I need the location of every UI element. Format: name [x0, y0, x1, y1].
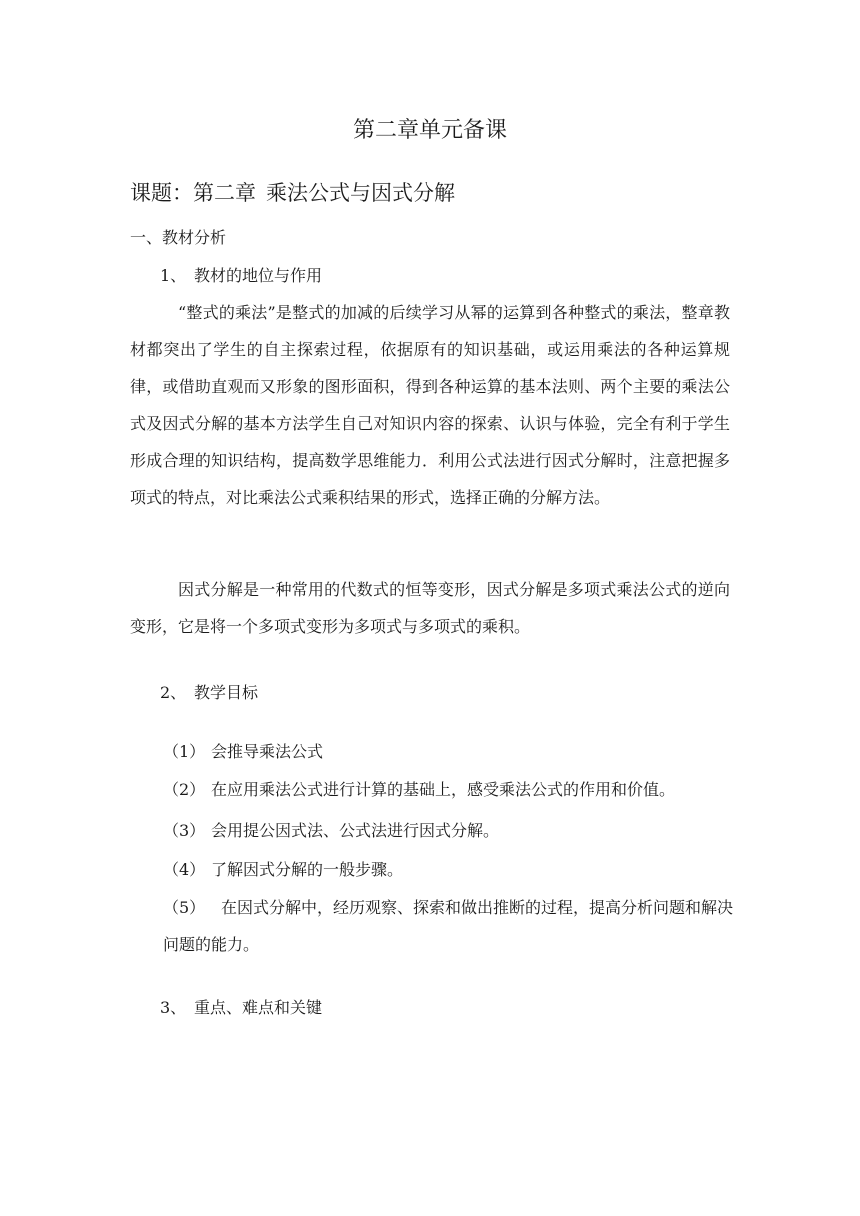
- subsection-heading-3: [160, 995, 322, 1018]
- subsection-title: 教学目标: [194, 683, 259, 702]
- subsection-number: 3、: [160, 998, 187, 1017]
- subsection-number: 2、: [160, 683, 187, 702]
- objective-number: （2）: [163, 780, 206, 799]
- objective-text: 了解因式分解的一般步骤。: [211, 860, 404, 879]
- objective-item-4: [163, 857, 403, 880]
- analysis-paragraph-1: “整式的乘法”是整式的加减的后续学习从幂的运算到各种整式的乘法，整章教材都突出了学生的自主探索过程，依据原有的知识基础，或运用乘法的各种运算规律，或借助直观而又形象的图形面积，得到各种运算的基本法则、两个主要的乘法公式及因式分解的基本方法学生自己对知识内容的探索、认识与体验，完全有利于学生形成合理的知识结构，提高数学思维能力．利用公式法进行因式分解时，注意把握多项式的特点，对比乘法公式乘积结果的形式，选择正确的分解方法。: [130, 303, 730, 507]
- analysis-paragraph-2: 因式分解是一种常用的代数式的恒等变形，因式分解是多项式乘法公式的逆向变形，它是将一个多项式变形为多项式与多项式的乘积。: [130, 580, 730, 636]
- objective-text: 会推导乘法公式: [211, 742, 324, 761]
- document-title: 第二章单元备课: [352, 118, 507, 143]
- objective-text: 在因式分解中，经历观察、探索和做出推断的过程，提高分析问题和解决问题的能力。: [163, 898, 734, 954]
- objective-item-3: [163, 818, 499, 841]
- objective-number: （3）: [163, 821, 206, 840]
- lesson-heading: [130, 177, 455, 207]
- lesson-topic: 乘法公式与因式分解: [266, 181, 455, 205]
- objective-item-5: [163, 889, 733, 963]
- objective-number: （5）: [163, 898, 206, 917]
- objective-item-2: [163, 777, 675, 800]
- subsection-title: 重点、难点和关键: [194, 998, 323, 1017]
- subsection-heading-1: [160, 263, 322, 286]
- subsection-number: 1、: [160, 266, 187, 285]
- section-heading-1: 一、教材分析: [130, 228, 227, 247]
- objective-text: 在应用乘法公式进行计算的基础上，感受乘法公式的作用和价值。: [211, 780, 676, 799]
- subsection-title: 教材的地位与作用: [194, 266, 323, 285]
- subsection-heading-2: [160, 680, 258, 703]
- lesson-label: 课题：第二章: [130, 181, 256, 205]
- objective-number: （4）: [163, 860, 206, 879]
- objective-item-1: [163, 739, 323, 762]
- objective-number: （1）: [163, 742, 206, 761]
- objective-text: 会用提公因式法、公式法进行因式分解。: [211, 821, 500, 840]
